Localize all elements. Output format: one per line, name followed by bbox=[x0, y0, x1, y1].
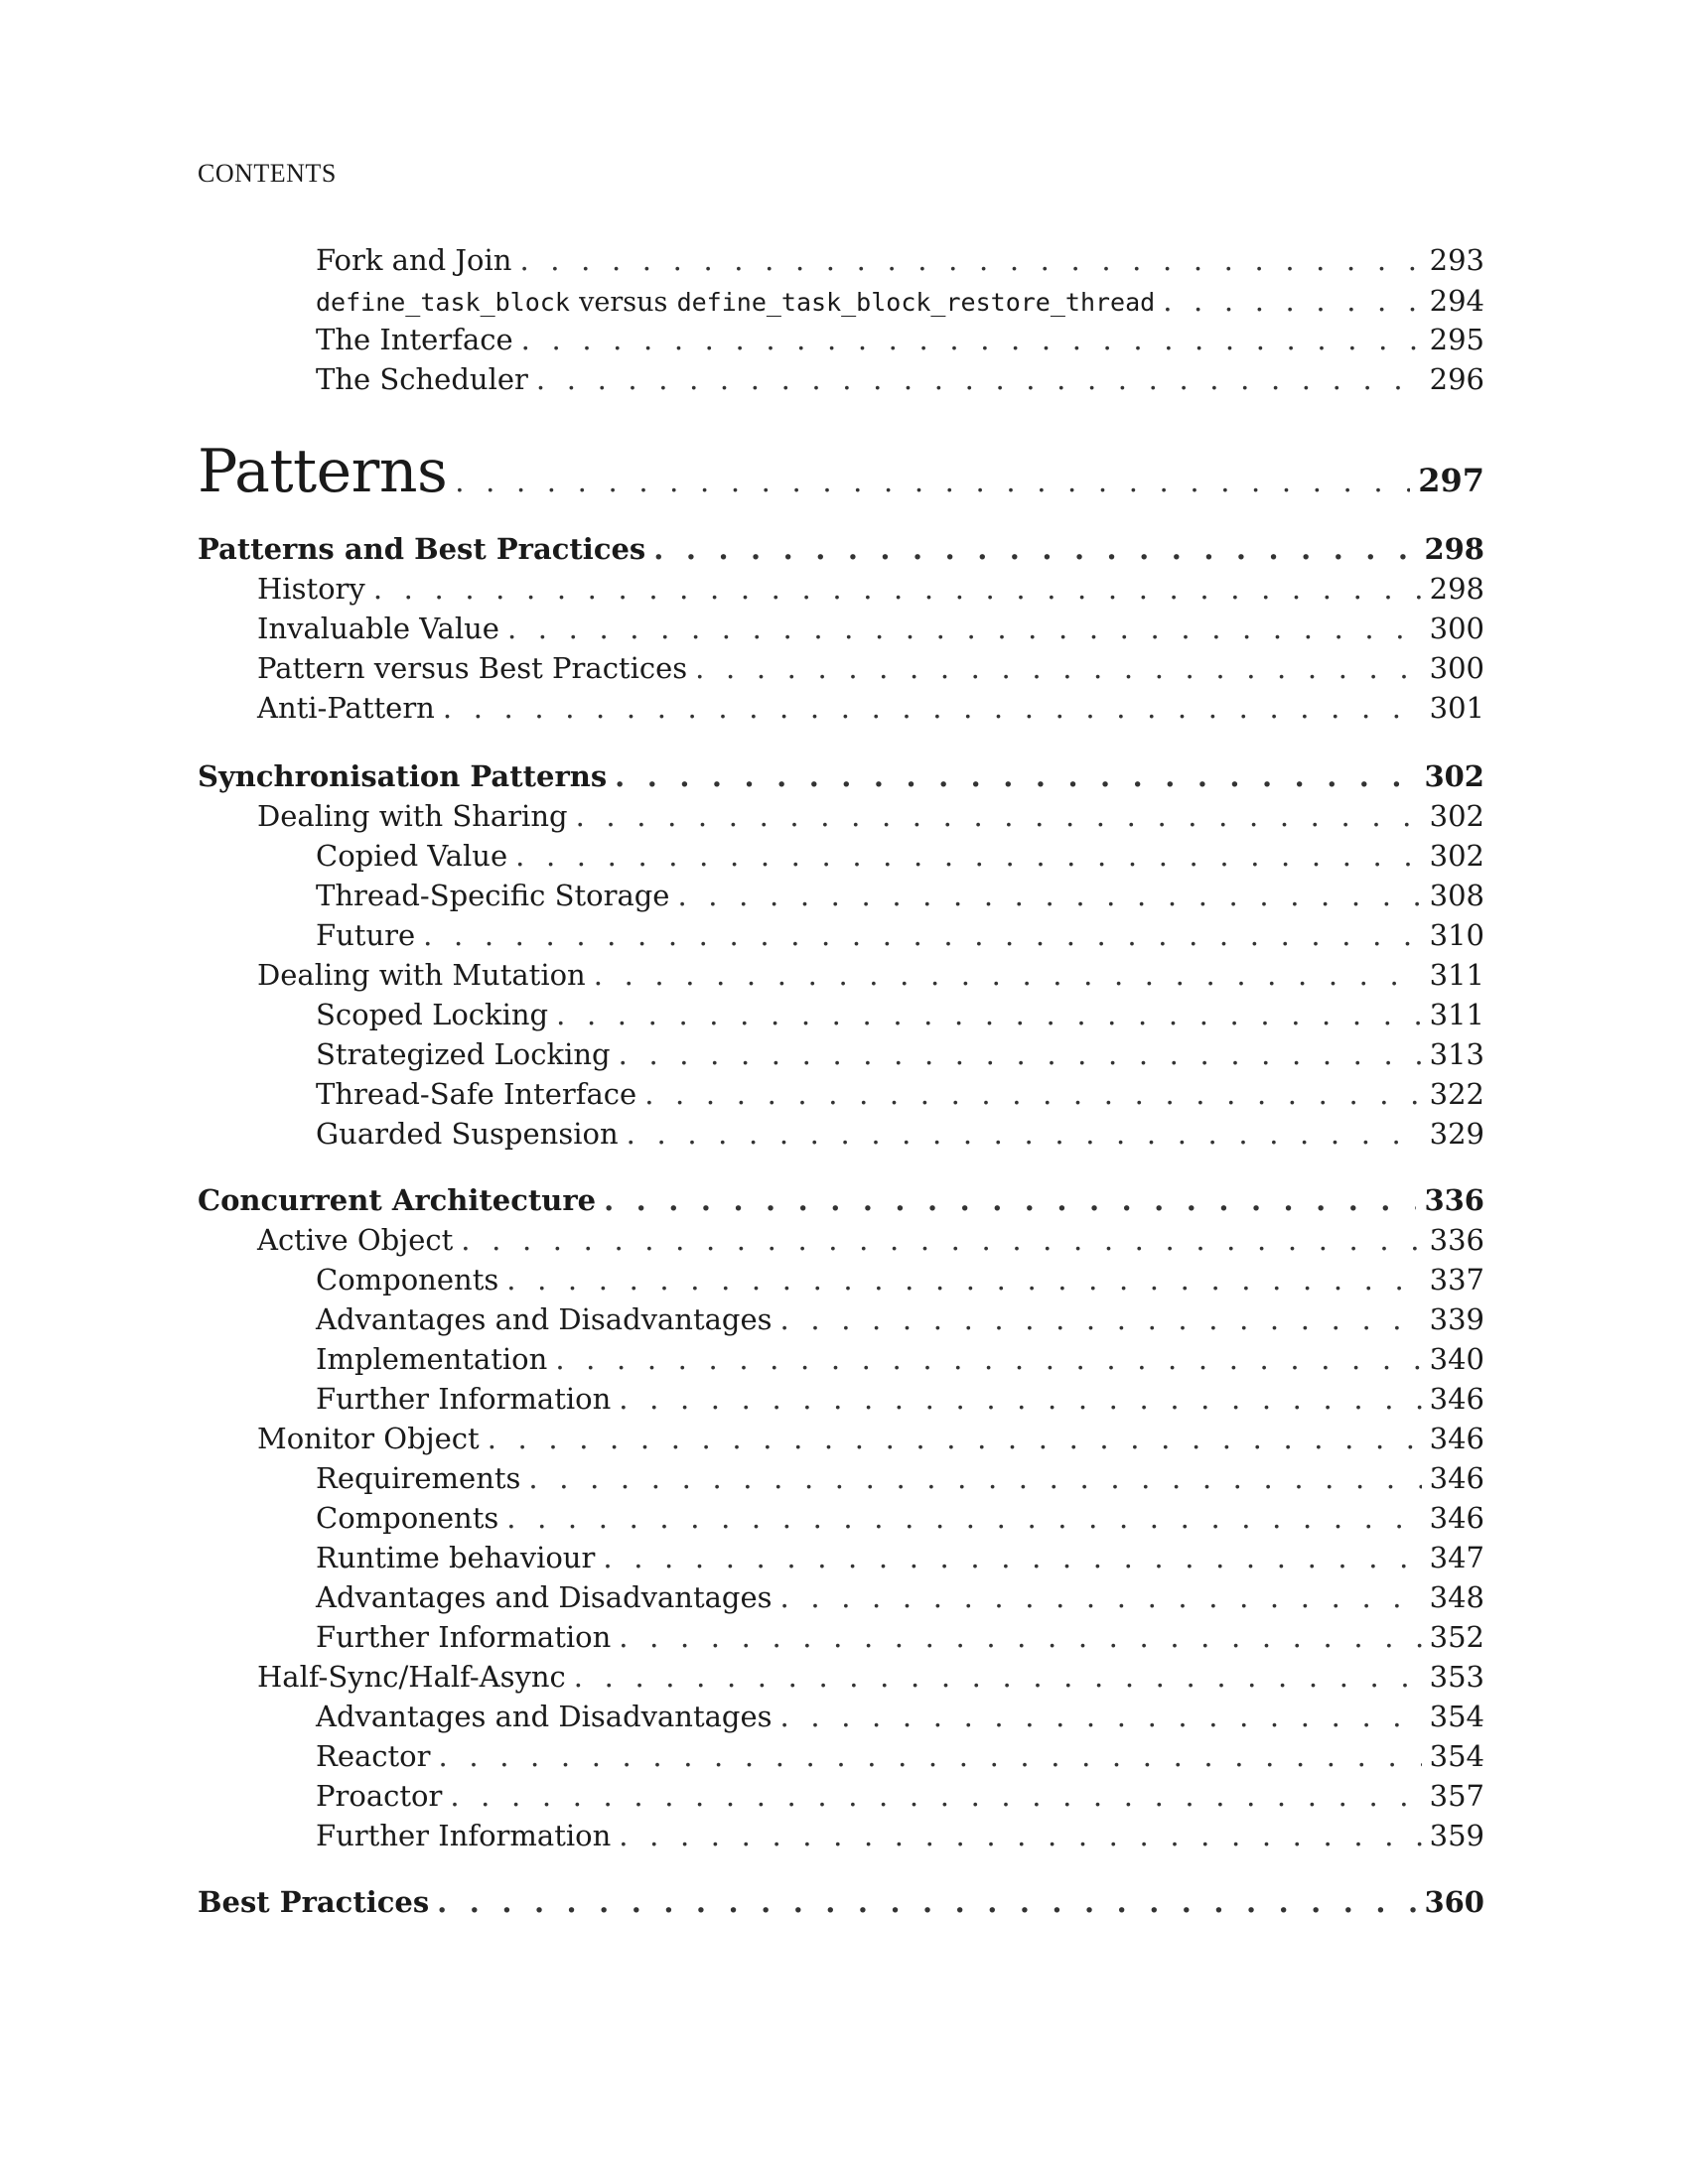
toc-entry-page: 354 bbox=[1429, 1700, 1484, 1733]
toc-entry-title: Components bbox=[316, 1263, 499, 1297]
dot-leader bbox=[536, 362, 1422, 396]
toc-entry-title: Thread-Specific Storage bbox=[316, 879, 670, 912]
dot-leader bbox=[507, 612, 1422, 645]
toc-entry-title: Active Object bbox=[257, 1223, 454, 1257]
versus-word: versus bbox=[579, 287, 668, 318]
toc-entry[interactable] bbox=[257, 1223, 1484, 1257]
toc-entry-title: The Interface bbox=[316, 323, 513, 356]
dot-leader bbox=[515, 839, 1422, 873]
toc-entry-title: Guarded Suspension bbox=[316, 1117, 619, 1151]
toc-entry-page: 311 bbox=[1429, 958, 1484, 992]
code-term: define_task_block_restore_thread bbox=[676, 288, 1156, 317]
toc-entry[interactable] bbox=[257, 799, 1484, 833]
toc-entry-page: 329 bbox=[1429, 1117, 1484, 1151]
toc-entry-page: 295 bbox=[1429, 323, 1484, 356]
toc-entry-page: 346 bbox=[1429, 1422, 1484, 1455]
toc-entry-title: Advantages and Disadvantages bbox=[316, 1580, 773, 1614]
dot-leader bbox=[373, 572, 1422, 606]
toc-entry-page: 354 bbox=[1429, 1739, 1484, 1773]
code-term: define_task_block bbox=[316, 288, 570, 317]
toc-entry-page: 340 bbox=[1429, 1342, 1484, 1376]
toc-entry-title: The Scheduler bbox=[316, 362, 528, 396]
dot-leader bbox=[450, 1779, 1421, 1813]
dot-leader bbox=[619, 1037, 1422, 1071]
toc-entry[interactable] bbox=[257, 612, 1484, 645]
toc-entry-define-task-block[interactable] bbox=[316, 284, 1484, 318]
toc-entry-title: Anti-Pattern bbox=[257, 691, 435, 725]
toc-chapter-page: 298 bbox=[1424, 532, 1484, 566]
toc-entry-page: 339 bbox=[1429, 1302, 1484, 1336]
dot-leader bbox=[574, 1660, 1422, 1694]
toc-entry-page: 348 bbox=[1429, 1580, 1484, 1614]
dot-leader bbox=[695, 651, 1421, 685]
toc-entry[interactable] bbox=[316, 1819, 1484, 1852]
toc-chapter-title: Concurrent Architecture bbox=[198, 1183, 597, 1217]
toc-entry-page: 336 bbox=[1429, 1223, 1484, 1257]
toc-entry-fork-and-join[interactable] bbox=[316, 243, 1484, 277]
toc-entry-page: 346 bbox=[1429, 1382, 1484, 1416]
dot-leader bbox=[443, 691, 1422, 725]
toc-entry-page: 357 bbox=[1429, 1779, 1484, 1813]
toc-chapter-page: 302 bbox=[1424, 759, 1484, 793]
toc-entry-title: Advantages and Disadvantages bbox=[316, 1302, 773, 1336]
toc-entry[interactable] bbox=[316, 1037, 1484, 1071]
toc-entry-title: Components bbox=[316, 1501, 499, 1535]
toc-entry-title: Fork and Join bbox=[316, 243, 512, 277]
toc-entry[interactable] bbox=[257, 572, 1484, 606]
toc-entry-title: Advantages and Disadvantages bbox=[316, 1700, 773, 1733]
dot-leader bbox=[1163, 284, 1421, 318]
running-head: CONTENTS bbox=[198, 159, 337, 188]
toc-part-patterns[interactable] bbox=[198, 437, 1484, 506]
toc-entry-title: Runtime behaviour bbox=[316, 1541, 596, 1574]
toc-entry-title: Further Information bbox=[316, 1819, 612, 1852]
dot-leader bbox=[556, 998, 1422, 1031]
dot-leader bbox=[519, 243, 1421, 277]
toc-entry-title: Pattern versus Best Practices bbox=[257, 651, 688, 685]
toc-entry-page: 322 bbox=[1429, 1077, 1484, 1111]
toc-entry-page: 346 bbox=[1429, 1461, 1484, 1495]
toc-chapter-page: 360 bbox=[1424, 1885, 1484, 1919]
dot-leader bbox=[603, 1541, 1421, 1574]
toc-entry-page: 311 bbox=[1429, 998, 1484, 1031]
toc-entry-page: 359 bbox=[1429, 1819, 1484, 1852]
toc-chapter-page: 336 bbox=[1424, 1183, 1484, 1217]
toc-entry[interactable] bbox=[316, 998, 1484, 1031]
toc-entry[interactable] bbox=[316, 1700, 1484, 1733]
toc-entry-title: Copied Value bbox=[316, 839, 508, 873]
dot-leader bbox=[627, 1117, 1422, 1151]
toc-entry-title: Dealing with Mutation bbox=[257, 958, 586, 992]
dot-leader bbox=[615, 759, 1416, 793]
toc-entry[interactable] bbox=[316, 1739, 1484, 1773]
toc-entry[interactable] bbox=[257, 651, 1484, 685]
dot-leader bbox=[521, 323, 1422, 356]
toc-entry-page: 294 bbox=[1429, 284, 1484, 318]
toc-entry[interactable] bbox=[316, 1501, 1484, 1535]
toc-entry-title: Future bbox=[316, 918, 416, 952]
toc-entry[interactable] bbox=[316, 1779, 1484, 1813]
toc-entry-page: 352 bbox=[1429, 1620, 1484, 1654]
toc-entry-page: 296 bbox=[1429, 362, 1484, 396]
toc-entry-title: Invaluable Value bbox=[257, 612, 499, 645]
toc-entry-title: Monitor Object bbox=[257, 1422, 480, 1455]
toc-chapter[interactable] bbox=[198, 1183, 1484, 1217]
toc-entry[interactable] bbox=[257, 691, 1484, 725]
dot-leader bbox=[423, 918, 1421, 952]
toc-entry-the-scheduler[interactable] bbox=[316, 362, 1484, 396]
toc-entry-page: 302 bbox=[1429, 799, 1484, 833]
toc-entry[interactable] bbox=[316, 839, 1484, 873]
toc-chapter[interactable] bbox=[198, 1885, 1484, 1919]
toc-entry-page: 298 bbox=[1429, 572, 1484, 606]
dot-leader bbox=[506, 1501, 1421, 1535]
dot-leader bbox=[619, 1620, 1421, 1654]
toc-entry[interactable] bbox=[257, 1660, 1484, 1694]
toc-entry-page: 313 bbox=[1429, 1037, 1484, 1071]
toc-entry[interactable] bbox=[257, 1422, 1484, 1455]
dot-leader bbox=[780, 1700, 1422, 1733]
dot-leader bbox=[437, 1885, 1416, 1919]
dot-leader bbox=[604, 1183, 1416, 1217]
dot-leader bbox=[780, 1580, 1422, 1614]
dot-leader bbox=[576, 799, 1422, 833]
toc-chapter[interactable] bbox=[198, 532, 1484, 566]
toc-chapter-title: Best Practices bbox=[198, 1885, 430, 1919]
toc-entry-title: Strategized Locking bbox=[316, 1037, 611, 1071]
dot-leader bbox=[455, 465, 1410, 498]
toc-entry-page: 300 bbox=[1429, 612, 1484, 645]
toc-entry-title: Requirements bbox=[316, 1461, 521, 1495]
dot-leader bbox=[594, 958, 1422, 992]
part-page: 297 bbox=[1418, 462, 1484, 499]
toc-entry-page: 302 bbox=[1429, 839, 1484, 873]
toc-entry-page: 346 bbox=[1429, 1501, 1484, 1535]
dot-leader bbox=[528, 1461, 1421, 1495]
toc-entry-title: Further Information bbox=[316, 1620, 612, 1654]
toc-entry[interactable] bbox=[316, 1461, 1484, 1495]
toc-entry[interactable] bbox=[316, 918, 1484, 952]
toc-entry-title: Further Information bbox=[316, 1382, 612, 1416]
toc-entry-page: 293 bbox=[1429, 243, 1484, 277]
toc-entry-page: 300 bbox=[1429, 651, 1484, 685]
toc-entry-the-interface[interactable] bbox=[316, 323, 1484, 356]
toc-entry[interactable] bbox=[316, 1382, 1484, 1416]
toc-entry-title bbox=[316, 284, 1155, 318]
dot-leader bbox=[644, 1077, 1421, 1111]
toc-entry[interactable] bbox=[316, 1620, 1484, 1654]
dot-leader bbox=[439, 1739, 1422, 1773]
toc-entry[interactable] bbox=[316, 1302, 1484, 1336]
toc-entry[interactable] bbox=[316, 879, 1484, 912]
toc-entry[interactable] bbox=[316, 1077, 1484, 1111]
toc-entry[interactable] bbox=[316, 1580, 1484, 1614]
dot-leader bbox=[461, 1223, 1421, 1257]
dot-leader bbox=[677, 879, 1421, 912]
toc-entry-title: Reactor bbox=[316, 1739, 431, 1773]
dot-leader bbox=[780, 1302, 1422, 1336]
toc-entry-page: 347 bbox=[1429, 1541, 1484, 1574]
toc-entry-page: 310 bbox=[1429, 918, 1484, 952]
toc-entry-title: Proactor bbox=[316, 1779, 443, 1813]
toc-entry-title: History bbox=[257, 572, 365, 606]
toc-entry-title: Half-Sync/Half-Async bbox=[257, 1660, 566, 1694]
toc-entry[interactable] bbox=[316, 1263, 1484, 1297]
part-title: Patterns bbox=[198, 437, 448, 506]
dot-leader bbox=[619, 1819, 1421, 1852]
toc-entry[interactable] bbox=[257, 958, 1484, 992]
dot-leader bbox=[488, 1422, 1422, 1455]
toc-entry[interactable] bbox=[316, 1117, 1484, 1151]
toc-entry-page: 337 bbox=[1429, 1263, 1484, 1297]
toc-entry-title: Scoped Locking bbox=[316, 998, 549, 1031]
dot-leader bbox=[619, 1382, 1421, 1416]
toc-entry-page: 301 bbox=[1429, 691, 1484, 725]
toc-entry-page: 308 bbox=[1429, 879, 1484, 912]
toc-chapter-title: Patterns and Best Practices bbox=[198, 532, 646, 566]
toc-entry-title: Implementation bbox=[316, 1342, 548, 1376]
toc-chapter-title: Synchronisation Patterns bbox=[198, 759, 608, 793]
toc-entry[interactable] bbox=[316, 1541, 1484, 1574]
toc-entry-page: 353 bbox=[1429, 1660, 1484, 1694]
toc-chapter[interactable] bbox=[198, 759, 1484, 793]
dot-leader bbox=[653, 532, 1416, 566]
dot-leader bbox=[555, 1342, 1421, 1376]
dot-leader bbox=[506, 1263, 1421, 1297]
toc-entry[interactable] bbox=[316, 1342, 1484, 1376]
toc-entry-title: Dealing with Sharing bbox=[257, 799, 568, 833]
toc-entry-title: Thread-Safe Interface bbox=[316, 1077, 637, 1111]
